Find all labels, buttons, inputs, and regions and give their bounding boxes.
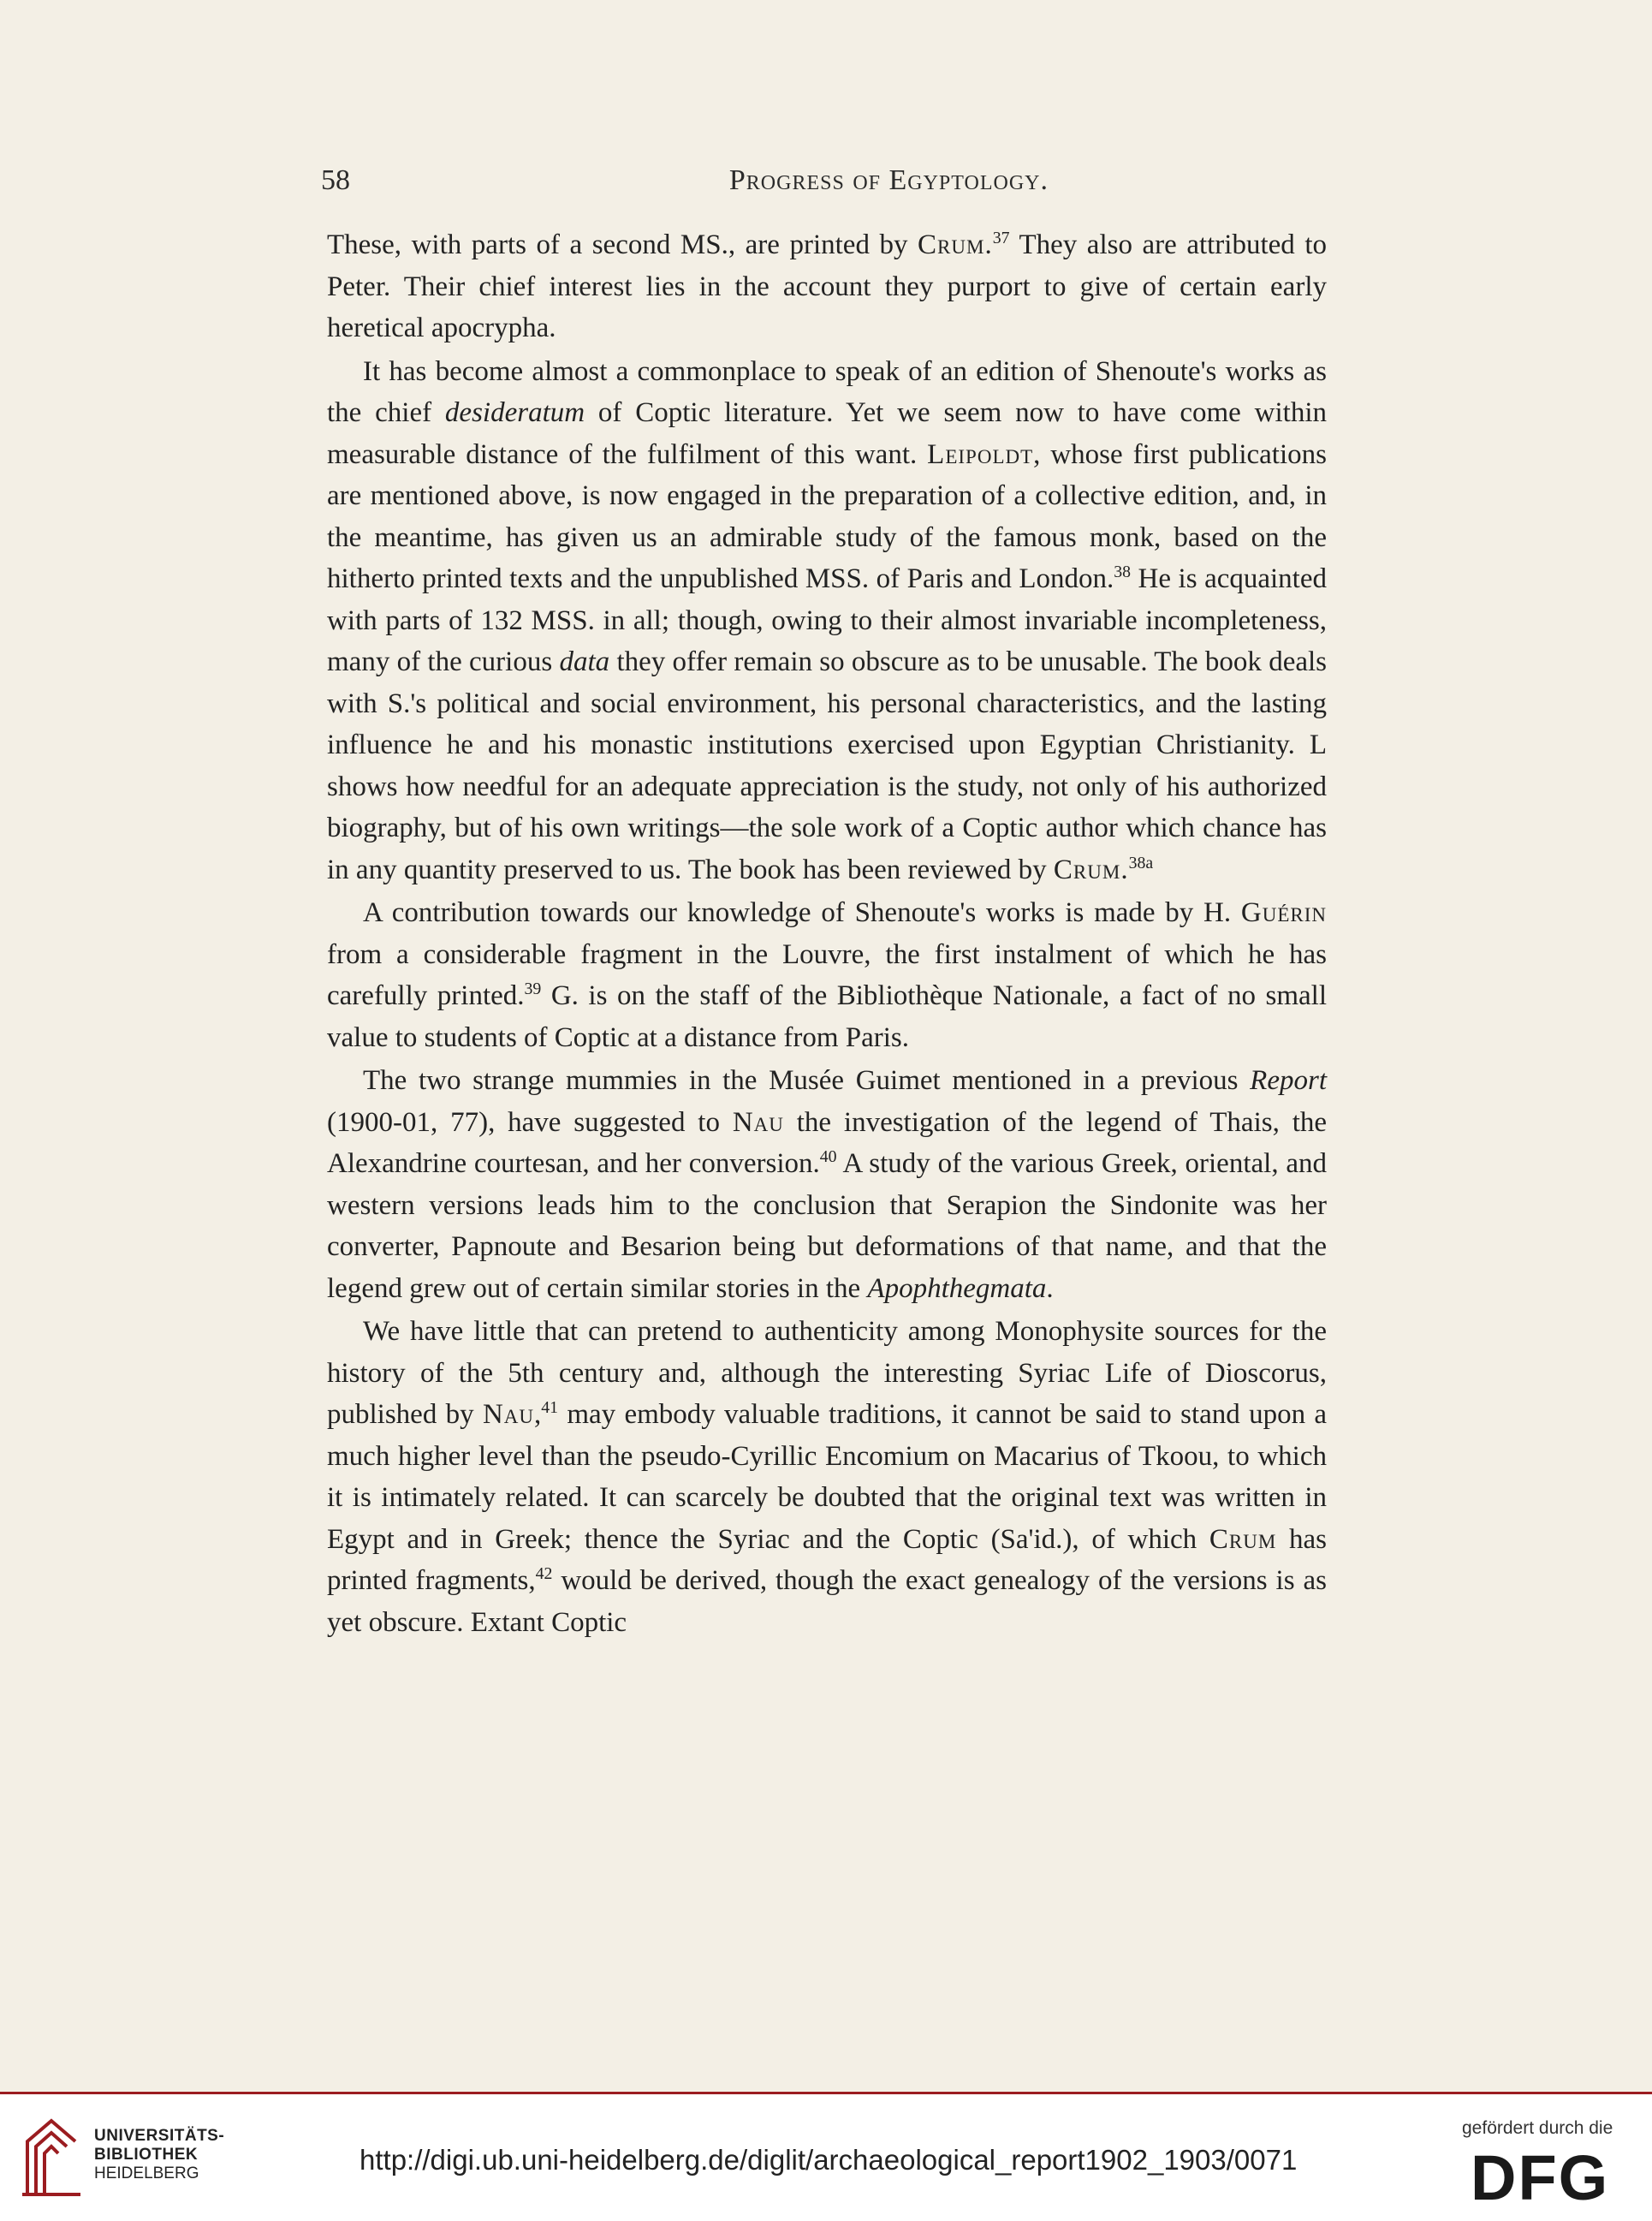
dfg-logo: DFG [1471, 2142, 1610, 2213]
footnote-ref: 40 [819, 1147, 837, 1166]
library-name: UNIVERSITÄTS- BIBLIOTHEK HEIDELBERG [94, 2127, 225, 2182]
permalink-url[interactable]: http://digi.ub.uni-heidelberg.de/diglit/archaeological_report1902_1903/0071 [360, 2144, 1298, 2176]
page-header [321, 164, 1331, 197]
author-name: Guérin [1240, 897, 1327, 928]
footnote-ref: 42 [535, 1564, 553, 1583]
footnote-ref: 39 [524, 980, 542, 998]
paragraph-4: The two strange mummies in the Musée Guimet mentioned in a previous Report (1900-01, 77), have suggested to Nau the investigation of the legend of Thais, the Alexandrine courtesan, and her conversion.$^{40}$ A study of the various Greek, oriental, and western versions leads him to the conclusion that Serapion the Sindonite was her converter, Papnoute and Besarion being but deformations of that name, and that the legend grew out of certain similar stories in the Apophthegmata. [327, 1065, 1328, 1304]
library-logo-icon [21, 2116, 82, 2198]
author-name: Crum. [1053, 854, 1129, 885]
author-name: Nau [732, 1106, 784, 1138]
footnote-ref: 38a [1128, 853, 1154, 872]
paragraph-1: These, with parts of a second MS., are printed by Crum.$^{37}$ They also are attributed to Peter. Their chief interest lies in the account they purport to give of certain early heretical apocrypha. [327, 229, 1327, 343]
running-title: Progress of Egyptology. [728, 164, 1049, 196]
footnote-ref: 41 [541, 1398, 559, 1417]
author-name: Crum. [918, 229, 993, 260]
paragraph-5: We have little that can pretend to authenticity among Monophysite sources for the history of the 5th century and, although the interesting Syriac Life of Dioscorus, published by Nau,$^{41}$ may embody valuable traditions, it cannot be said to stand upon a much higher level than the pseudo-Cyrillic Encomium on Macarius of Tkoou, to which it is intimately related. It can scarcely be doubted that the original text was written in Egypt and in Greek; thence the Syriac and the Coptic (Sa'id.), of which Crum has printed fragments,$^{42}$ would be derived, though the exact genealogy of the versions is as yet obscure. Extant Coptic [327, 1316, 1328, 1638]
funding-label: gefördert durch die [1462, 2118, 1613, 2138]
author-name: Nau [482, 1399, 534, 1430]
page-number: 58 [321, 164, 350, 196]
body-text [327, 224, 1327, 1645]
author-name: Crum [1209, 1523, 1277, 1555]
paragraph-2: It has become almost a commonplace to speak of an edition of Shenoute's works as the chief desideratum of Coptic literature. Yet we seem now to have come within measurable distance of the fulfilment of this want. Leipoldt, whose first publications are mentioned above, is now engaged in the preparation of a collective edition, and, in the meantime, has given us an admirable study of the famous monk, based on the hitherto printed texts and the unpublished MSS. of Paris and London.$^{38}$ He is acquainted with parts of 132 MSS. in all; though, owing to their almost invariable incompleteness, many of the curious data they offer remain so obscure as to be unusable. The book deals with S.'s political and social environment, his personal characteristics, and the lasting influence he and his monastic institutions exercised upon Egyptian Christianity. L shows how needful for an adequate appreciation is the study, not only of his authorized biography, but of his own writings—the sole work of a Coptic author which chance has in any quantity preserved to us. The book has been reviewed by Crum.$^{38a}$ [327, 355, 1327, 885]
paragraph-3: A contribution towards our knowledge of Shenoute's works is made by H. Guérin from a considerable fragment in the Louvre, the first instalment of which he has carefully printed.$^{39}$ G. is on the staff of the Bibliothèque Nationale, a fact of no small value to students of Coptic at a distance from Paris. [327, 897, 1328, 1053]
footer-bar [0, 2094, 1652, 2221]
footnote-ref: 37 [992, 229, 1010, 247]
footnote-ref: 38 [1114, 563, 1132, 581]
author-name: Leipoldt [927, 438, 1034, 470]
